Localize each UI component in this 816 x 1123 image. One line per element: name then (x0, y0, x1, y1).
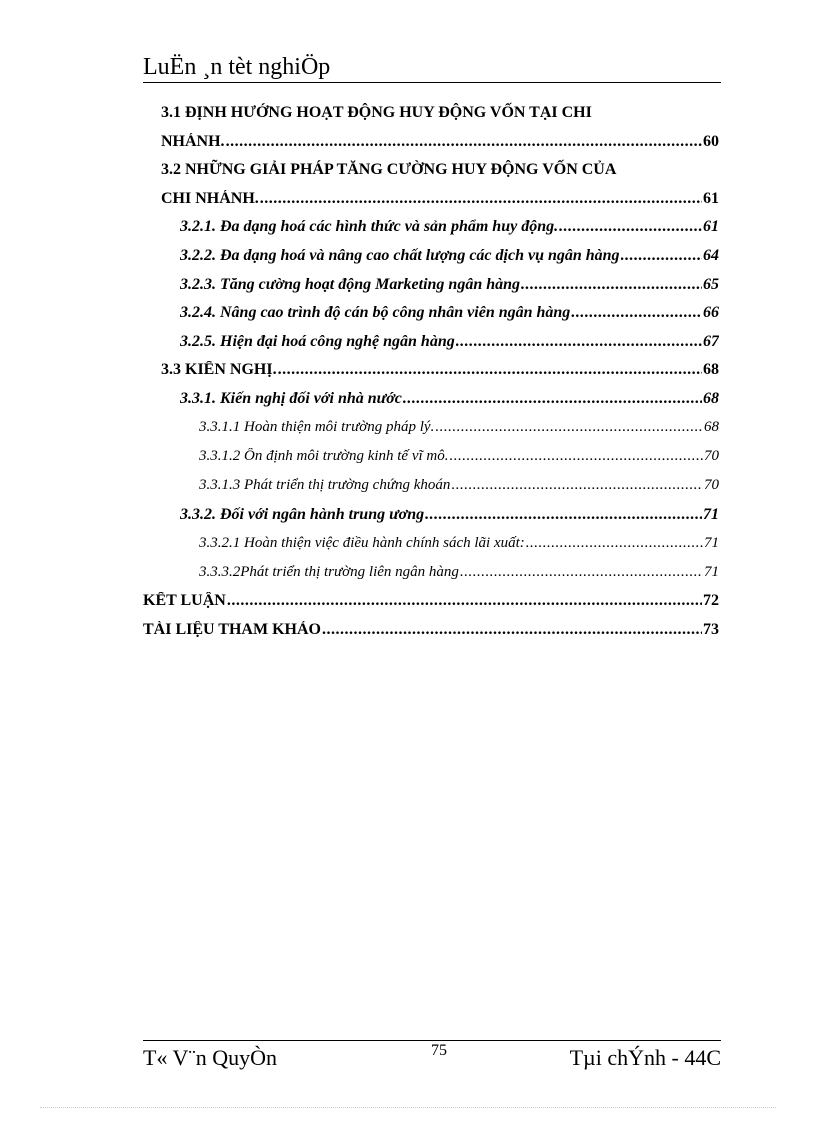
toc-entry-3-3-1[interactable] (180, 390, 719, 408)
leader-dots (425, 506, 702, 524)
toc-entry-title: 3.2.3. Tăng cường hoạt động Marketing ngân hàng (180, 276, 521, 293)
toc-entry-page: 61 (703, 218, 719, 235)
leader-dots (403, 390, 702, 408)
leader-dots (456, 333, 702, 351)
toc-entry-page: 71 (704, 564, 719, 580)
toc-entry-3-3-3-2[interactable] (199, 564, 719, 581)
leader-dots (260, 190, 702, 208)
toc-entry-page: 70 (704, 477, 719, 493)
leader-dots (521, 276, 702, 294)
toc-entry-page: 67 (703, 333, 719, 350)
leader-dots (450, 448, 704, 465)
toc-entry-3-1-line1: 3.1 ĐỊNH HƯỚNG HOẠT ĐỘNG HUY ĐỘNG VỐN TẠI CHI (161, 104, 592, 121)
toc-entry-3-2-1[interactable] (180, 218, 719, 236)
footer-class: Tµi chÝnh - 44C (569, 1045, 721, 1070)
toc-entry-title: 3.3.2. Đối với ngân hành trung ương (180, 506, 425, 523)
toc-entry-title: 3.3.3.2Phát triển thị trường liên ngân hàng (199, 564, 459, 580)
toc-entry-page: 72 (703, 592, 719, 609)
toc-entry-3-1[interactable] (161, 133, 719, 151)
footer-page-number: 75 (431, 1042, 447, 1059)
toc-entry-page: 65 (703, 276, 719, 293)
toc-entry-page: 71 (704, 535, 719, 551)
leader-dots (621, 247, 702, 265)
leader-dots (559, 218, 702, 236)
leader-dots (278, 361, 702, 379)
toc-entry-page: 71 (703, 506, 719, 523)
toc-entry-3-2-line1: 3.2 NHỮNG GIẢI PHÁP TĂNG CƯỜNG HUY ĐỘNG VỐN CỦA (161, 161, 617, 178)
toc-entry-title: CHI NHÁNH. (161, 190, 259, 207)
toc-entry-tai-lieu[interactable] (143, 621, 719, 639)
toc-entry-page: 66 (703, 304, 719, 321)
page-footer (143, 1040, 721, 1081)
leader-dots (226, 133, 702, 151)
leader-dots (460, 564, 703, 581)
leader-dots (227, 592, 702, 610)
toc-entry-page: 73 (703, 621, 719, 638)
toc-entry-3-2-2[interactable] (180, 247, 719, 265)
leader-dots (435, 419, 703, 436)
toc-entry-3-3-1-3[interactable] (199, 477, 719, 494)
toc-entry-page: 60 (703, 133, 719, 150)
toc-entry-3-3-2[interactable] (180, 506, 719, 524)
toc-entry-title: 3.2.4. Nâng cao trình độ cán bộ công nhân viên ngân hàng (180, 304, 571, 321)
toc-entry-page: 68 (703, 361, 719, 378)
toc-entry-3-3-1-2[interactable] (199, 448, 719, 465)
toc-entry-title: 3.3.1.3 Phát triển thị trường chứng khoán (199, 477, 451, 493)
toc-entry-title: 3.3.1.1 Hoàn thiện môi trường pháp lý. (199, 419, 435, 435)
toc-entry-3-2-4[interactable] (180, 304, 719, 322)
toc-entry-title: 3.3.1.2 Ổn định môi trường kinh tế vĩ mô. (199, 448, 449, 464)
leader-dots (571, 304, 702, 322)
toc-entry-page: 70 (704, 448, 719, 464)
leader-dots (322, 621, 702, 639)
header-title: LuËn ¸n tèt nghiÖp (143, 54, 331, 80)
toc-entry-title: NHÁNH. (161, 133, 225, 150)
toc-entry-3-3-2-1[interactable] (199, 535, 719, 552)
toc-entry-title: 3.3.1. Kiến nghị đối với nhà nước (180, 390, 402, 407)
toc-entry-title: TÀI LIỆU THAM KHẢO (143, 621, 321, 638)
leader-dots (526, 535, 703, 552)
leader-dots (451, 477, 703, 494)
toc-entry-page: 64 (703, 247, 719, 264)
toc-entry-page: 68 (704, 419, 719, 435)
toc-entry-title: 3.3.2.1 Hoàn thiện việc điều hành chính sách lãi xuất: (199, 535, 525, 551)
toc-entry-title: 3.2.1. Đa dạng hoá các hình thức và sản phẩm huy động. (180, 218, 559, 235)
toc-entry-3-2-3[interactable] (180, 276, 719, 294)
toc-entry-3-2[interactable] (161, 190, 719, 208)
toc-entry-3-3[interactable] (161, 361, 719, 379)
toc-entry-page: 61 (703, 190, 719, 207)
toc-entry-page: 68 (703, 390, 719, 407)
toc-entry-3-2-5[interactable] (180, 333, 719, 351)
toc-entry-3-3-1-1[interactable] (199, 419, 719, 436)
toc-entry-title: 3.2.2. Đa dạng hoá và nâng cao chất lượng các dịch vụ ngân hàng (180, 247, 620, 264)
toc-entry-title: 3.3 KIẾN NGHỊ. (161, 361, 277, 378)
footer-author: T« V¨n QuyÒn (143, 1045, 278, 1070)
toc-entry-title: 3.2.5. Hiện đại hoá công nghệ ngân hàng (180, 333, 455, 350)
toc-entry-title: KẾT LUẬN (143, 592, 226, 609)
page-bottom-edge (40, 1107, 776, 1108)
toc-entry-ket-luan[interactable] (143, 592, 719, 610)
